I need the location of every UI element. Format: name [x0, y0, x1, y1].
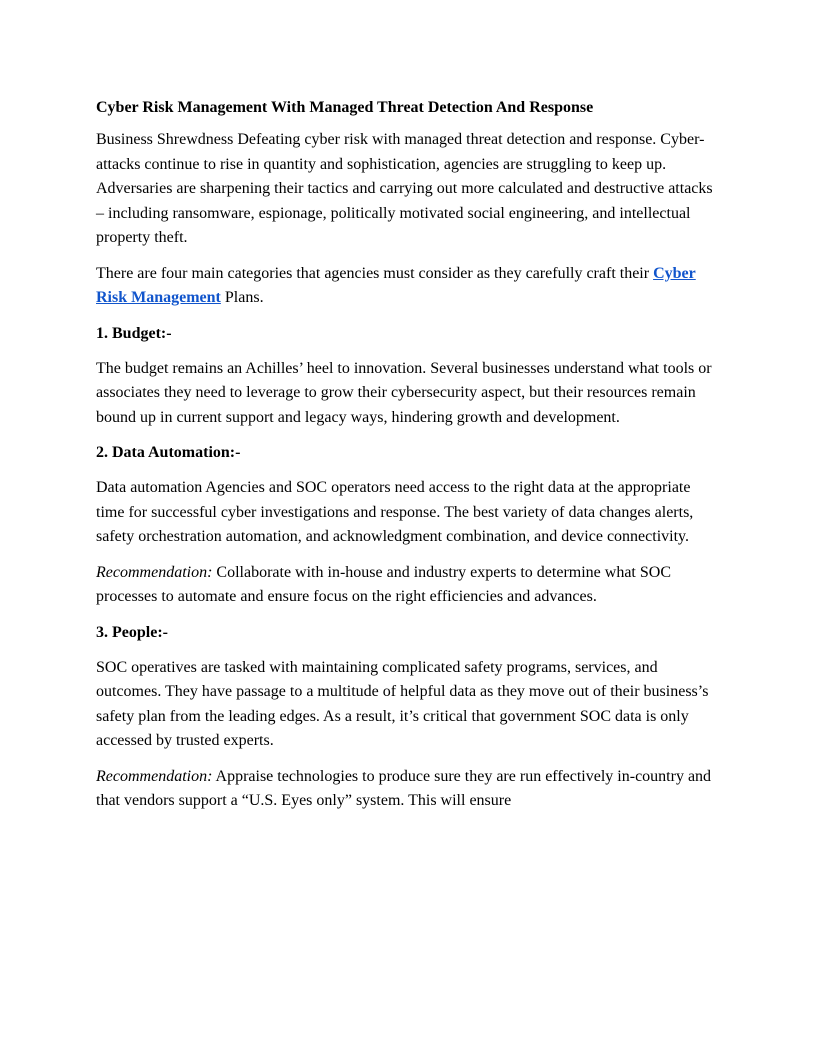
section-heading-budget: 1. Budget:- — [96, 324, 172, 342]
section-body-budget: The budget remains an Achilles’ heel to innovation. Several businesses understand what tools or associates they need to leverage to grow their cybersecurity aspect, but their resources remain bound up in current support and legacy ways, hindering growth and development. — [96, 359, 712, 426]
recommendation-label: Recommendation: — [96, 563, 213, 581]
section-heading-data-automation: 2. Data Automation:- — [96, 444, 241, 461]
section-heading-people: 3. People:- — [96, 623, 168, 641]
document-page — [96, 96, 721, 825]
document-title: Cyber Risk Management With Managed Threat Detection And Response — [96, 99, 594, 116]
intro-paragraph: Business Shrewdness Defeating cyber risk with managed threat detection and response. Cyber-attacks continue to rise in quantity and sophistication, agencies are struggling to keep up. Adversaries are sharpening their tactics and carrying out more calculated and destructive attacks – including ransomware, espionage, politically motivated social engineering, and intellectual property theft. — [96, 131, 713, 246]
categories-paragraph — [96, 262, 721, 311]
cyber-risk-management-link[interactable]: Cyber Risk Management — [96, 264, 696, 306]
section-body-data-automation: Data automation Agencies and SOC operators need access to the right data at the appropriate time for successful cyber investigations and response. The best variety of data changes alerts, safety orchestration automation, and acknowledgment combination, and device connectivity. — [96, 479, 694, 545]
recommendation-label: Recommendation: — [96, 767, 213, 785]
recommendation-people — [96, 765, 721, 814]
recommendation-data-automation — [96, 561, 721, 610]
categories-text-after: Plans. — [220, 289, 264, 306]
categories-text-before: There are four main categories that agencies must consider as they carefully craft their — [96, 264, 654, 282]
recommendation-text: Appraise technologies to produce sure they are run effectively in-country and that vendors support a “U.S. Eyes only” system. This will ensure — [96, 767, 712, 809]
section-body-people: SOC operatives are tasked with maintaining complicated safety programs, services, and outcomes. They have passage to a multitude of helpful data as they move out of their business’s safety plan from the leading edges. As a result, it’s critical that government SOC data is only accessed by trusted experts. — [96, 658, 709, 749]
recommendation-text: Collaborate with in-house and industry experts to determine what SOC processes to automate and ensure focus on the right efficiencies and advances. — [96, 563, 671, 605]
